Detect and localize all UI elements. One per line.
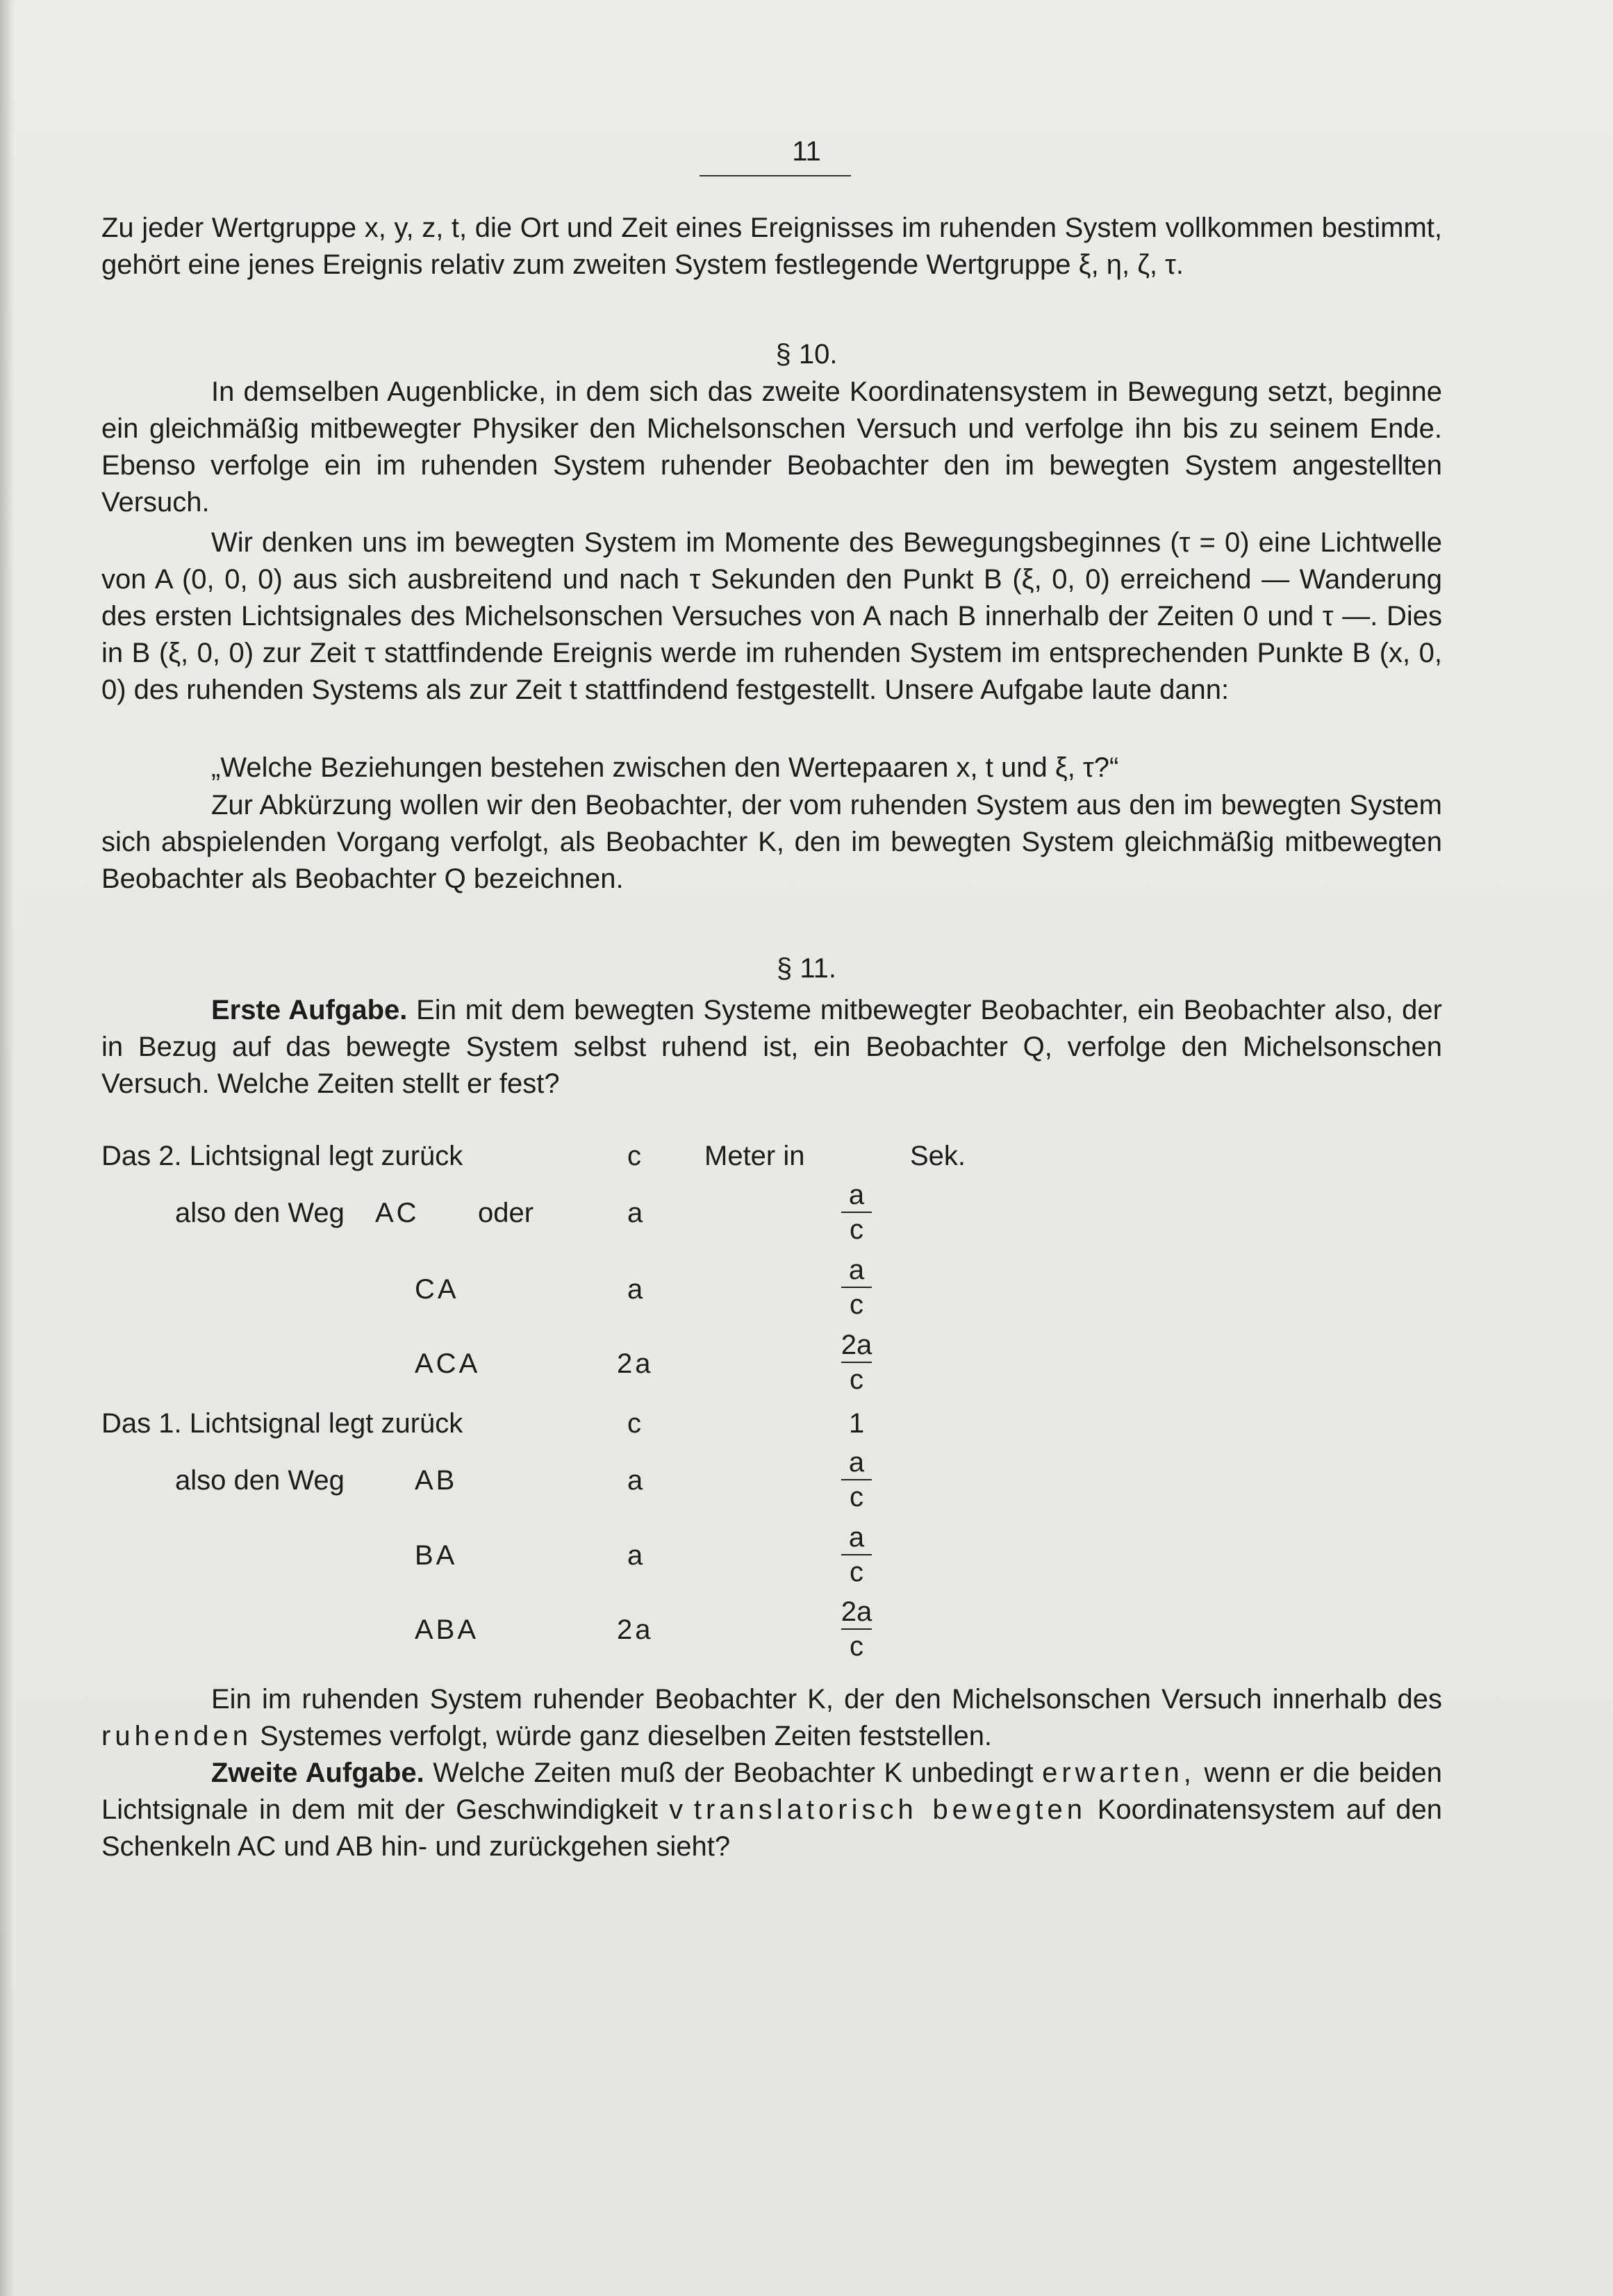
row-dist: a <box>627 1274 643 1305</box>
fraction-bar <box>841 1287 872 1288</box>
ruhender-spaced: ruhenden <box>101 1721 253 1751</box>
fraction-numerator: a <box>848 1522 865 1553</box>
row-dist: 2a <box>617 1614 654 1645</box>
paragraph-michelson-start: In demselben Augenblicke, in dem sich das zweite Koordinatensystem in Bewegung setzt, beginne ein gleichmäßig mitbewegter Physiker den Michelsonschen Versuch und verfolge ihn bis zu seinem Ende. Ebenso verfolge ein im ruhenden System ruhender Beobachter den im bewegten System angestellten Versuch. <box>101 377 1442 518</box>
zweite-text-b: wenn er die beiden Lichtsignale in dem mit der Geschwindigkeit v <box>101 1758 1442 1825</box>
section-11-heading: § 11. <box>777 953 836 984</box>
fraction-denominator: c <box>850 1289 863 1320</box>
fraction-denominator: c <box>850 1557 863 1587</box>
fraction-numerator: a <box>848 1255 865 1285</box>
fraction-bar <box>841 1628 872 1630</box>
table-header-signal-2: Das 2. Lichtsignal legt zurück <box>101 1141 463 1171</box>
fraction-denominator: c <box>850 1364 863 1395</box>
zweite-spaced-erwarten: erwarten, <box>1042 1758 1196 1788</box>
paragraph-zweite-aufgabe <box>101 1755 1442 1865</box>
section-10-heading: § 10. <box>775 339 838 370</box>
fraction <box>836 1256 877 1319</box>
fraction-denominator: c <box>850 1214 863 1245</box>
row-path: AB <box>415 1465 458 1496</box>
row-dist: a <box>627 1198 643 1228</box>
fraction <box>836 1331 877 1394</box>
page-number: 11 <box>792 136 821 167</box>
fraction <box>836 1598 877 1660</box>
page-number-rule <box>700 175 851 176</box>
erste-aufgabe-label: Erste Aufgabe. <box>211 995 408 1025</box>
paragraph-ruhender-beobachter <box>101 1681 1442 1755</box>
fraction-numerator: a <box>848 1180 865 1210</box>
paragraph-wertgruppe: Zu jeder Wertgruppe x, y, z, t, die Ort und Zeit eines Ereignisses im ruhenden System vollkommen bestimmt, gehört eine jenes Ereignis relativ zum zweiten System festlegende Wertgruppe ξ, η, ζ, τ. <box>101 213 1442 280</box>
fraction-bar <box>841 1554 872 1555</box>
row-path: BA <box>415 1540 458 1571</box>
fraction <box>836 1448 877 1511</box>
row-dist: a <box>627 1465 643 1496</box>
table-header-one: 1 <box>849 1408 865 1439</box>
fraction-numerator: 2a <box>841 1596 872 1627</box>
fraction-numerator: 2a <box>841 1330 872 1360</box>
row-path: CA <box>415 1274 459 1305</box>
fraction-denominator: c <box>850 1631 863 1662</box>
fraction <box>836 1523 877 1586</box>
zweite-text-c: Koordinatensystem auf den Schenkeln AC und AB hin- und zurückgehen sieht? <box>101 1794 1442 1862</box>
paragraph-abkuerzung: Zur Abkürzung wollen wir den Beobachter, der vom ruhenden System aus den im bewegten System sich abspielenden Vorgang verfolgt, als Beobachter K, den im bewegten System gleichmäßig mitbewegten Beobachter als Beobachter Q bezeichnen. <box>101 790 1442 894</box>
row-dist: 2a <box>617 1348 654 1379</box>
erste-aufgabe-text: Ein mit dem bewegten Systeme mitbewegter Beobachter, ein Beobachter also, der in Bezug auf das bewegte System selbst ruhend ist, ein Beobachter Q, verfolge den Michelsonschen Versuch. Welche Zeiten stellt er fest? <box>101 995 1442 1099</box>
ruhender-text-a: Ein im ruhenden System ruhender Beobachter K, der den Michelsonschen Versuch innerhalb des <box>211 1684 1442 1715</box>
row-oder: oder <box>478 1198 534 1228</box>
row-lead: also den Weg <box>175 1198 345 1228</box>
paragraph-lichtwelle: Wir denken uns im bewegten System im Momente des Bewegungsbeginnes (τ = 0) eine Lichtwelle von A (0, 0, 0) aus sich ausbreitend und nach τ Sekunden den Punkt B (ξ, 0, 0) erreichend — Wanderung des ersten Lichtsignales des Michelsonschen Versuches von A nach B innerhalb der Zeiten 0 und τ —. Dies in B (ξ, 0, 0) zur Zeit τ stattfindende Ereignis werde im ruhenden System im entsprechenden Punkte B (x, 0, 0) des ruhenden Systems als zur Zeit t stattfindend festgestellt. Unsere Aufgabe laute dann: <box>101 527 1442 705</box>
zweite-text-a: Welche Zeiten muß der Beobachter K unbedingt <box>424 1758 1043 1788</box>
fraction-denominator: c <box>850 1482 863 1512</box>
table-header-c: c <box>627 1141 641 1171</box>
zweite-spaced-translatorisch: translatorisch bewegten <box>693 1794 1086 1825</box>
table-header-signal-1: Das 1. Lichtsignal legt zurück <box>101 1408 463 1439</box>
row-dist: a <box>627 1540 643 1571</box>
row-lead: also den Weg <box>175 1465 345 1496</box>
paragraph-question: „Welche Beziehungen bestehen zwischen den Wertepaaren x, t und ξ, τ?“ <box>211 752 1119 783</box>
row-path: AC <box>375 1198 420 1228</box>
row-path: ABA <box>415 1614 479 1645</box>
fraction-bar <box>841 1212 872 1213</box>
table-header-sek: Sek. <box>910 1141 966 1171</box>
paragraph-erste-aufgabe <box>101 992 1442 1102</box>
fraction <box>836 1181 877 1244</box>
zweite-aufgabe-label: Zweite Aufgabe. <box>211 1758 424 1788</box>
ruhender-text-b: Systemes verfolgt, würde ganz dieselben Zeiten feststellen. <box>252 1721 993 1751</box>
fraction-numerator: a <box>848 1447 865 1478</box>
row-path: ACA <box>415 1348 481 1379</box>
fraction-bar <box>841 1479 872 1480</box>
fraction-bar <box>841 1362 872 1363</box>
table-header-c: c <box>627 1408 641 1439</box>
table-header-meter: Meter in <box>704 1141 805 1171</box>
